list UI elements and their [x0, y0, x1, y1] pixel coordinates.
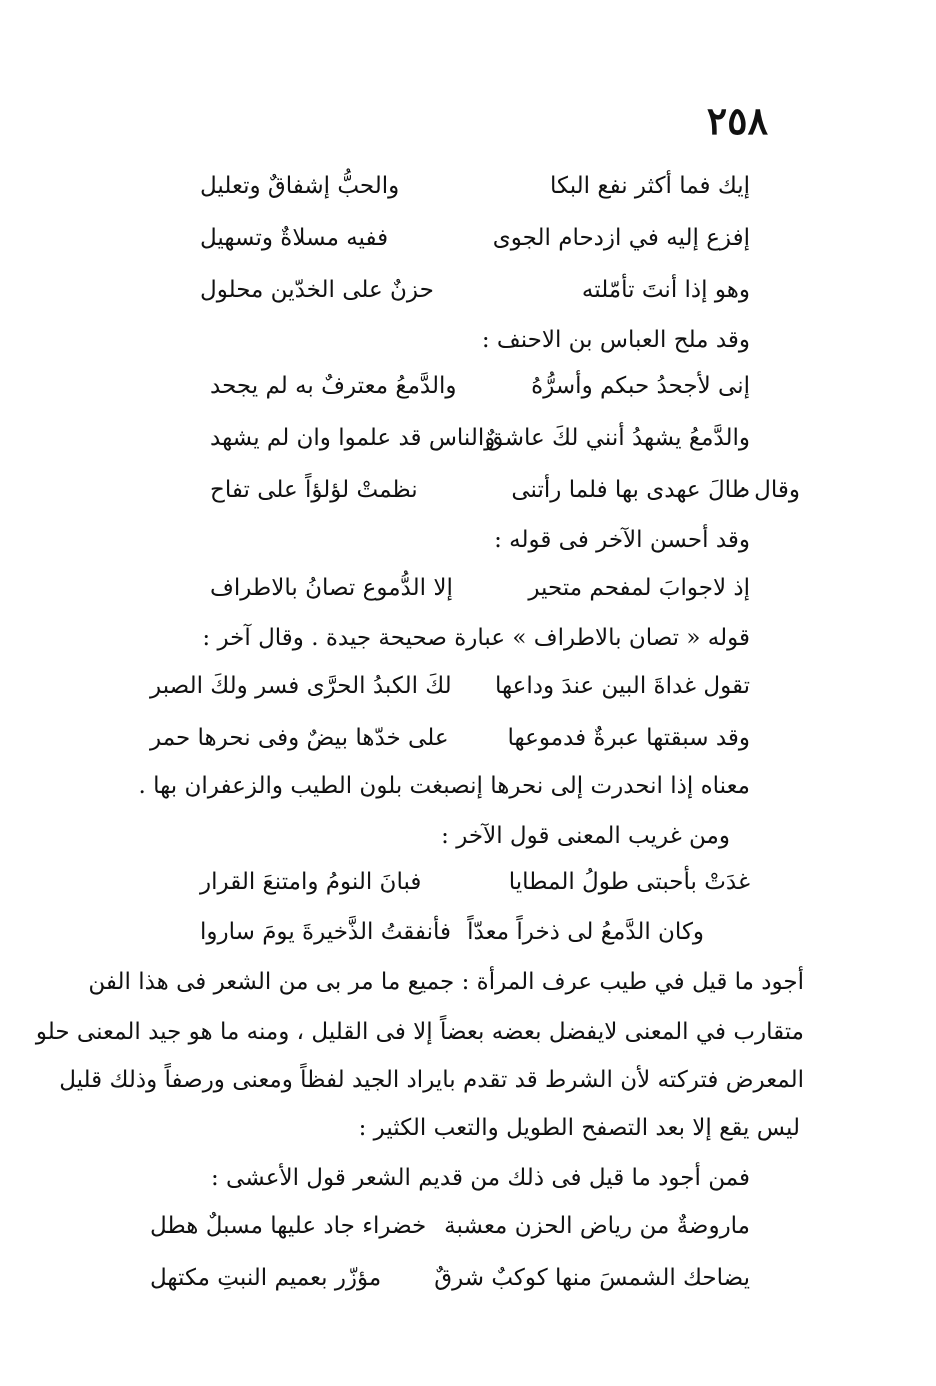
verse-first-hemistich: يضاحك الشمسَ منها كوكبٌ شرقٌ — [434, 1265, 750, 1291]
verse-second-hemistich: والحبُّ إشفاقٌ وتعليل — [200, 173, 400, 199]
verse-first-hemistich: ماروضةٌ من رياض الحزن معشبة — [444, 1213, 750, 1239]
verse-second-hemistich: خضراء جاد عليها مسبلٌ هطل — [150, 1213, 427, 1239]
verse-first-hemistich: طالَ عهدى بها فلما رأتنى — [511, 477, 750, 503]
verse-line — [200, 862, 750, 902]
verse-first-hemistich: والدَّمعُ يشهدُ أنني لكَ عاشقٌ — [485, 425, 750, 451]
prose-line: المعرض فتركته لأن الشرط قد تقدم بايراد الجيد لفظاً ومعنى ورصفاً وذلك قليل — [59, 1067, 804, 1093]
prose-line: وقد ملح العباس بن الاحنف : — [481, 327, 750, 353]
verse-second-hemistich: والناس قد علموا وان لم يشهد — [210, 425, 496, 451]
verse-second-hemistich: نظمتْ لؤلؤاً على تفاح — [210, 477, 418, 503]
verse-first-hemistich: وهو إذا أنتَ تأمّلته — [581, 277, 750, 303]
verse-line — [150, 718, 750, 758]
verse-intro-label: وقال : — [739, 477, 800, 503]
prose-line: ليس يقع إلا بعد التصفح الطويل والتعب الكثير : — [358, 1115, 800, 1141]
prose-line: ومن غريب المعنى قول الآخر : — [441, 823, 730, 849]
verse-second-hemistich: فأنفقتُ الذَّخيرةَ يومَ ساروا — [200, 919, 451, 945]
prose-line: قوله « تصان بالاطراف » عبارة صحيحة جيدة . وقال آخر : — [202, 625, 750, 651]
verse-line — [210, 568, 750, 608]
verse-line — [150, 1206, 750, 1246]
verse-second-hemistich: ففيه مسلاةٌ وتسهيل — [200, 225, 389, 251]
verse-second-hemistich: لكَ الكبدُ الحرَّى فسر ولكَ الصبر — [150, 673, 452, 699]
prose-line: معناه إذا انحدرت إلى نحرها إنصبغت بلون الطيب والزعفران بها . — [138, 773, 750, 799]
verse-line — [200, 270, 750, 310]
verse-line — [200, 218, 750, 258]
prose-line: فمن أجود ما قيل فى ذلك من قديم الشعر قول الأعشى : — [211, 1165, 750, 1191]
verse-line — [210, 366, 750, 406]
verse-line — [200, 166, 750, 206]
verse-line — [210, 418, 750, 458]
verse-line — [210, 470, 800, 510]
prose-line: متقارب في المعنى لايفضل بعضه بعضاً إلا فى القليل ، ومنه ما هو جيد المعنى حلو — [35, 1019, 804, 1045]
verse-first-hemistich: إذ لاجوابَ لمفحم متحير — [528, 575, 750, 601]
verse-line — [200, 912, 704, 952]
prose-line: وقد أحسن الآخر فى قوله : — [494, 527, 750, 553]
verse-second-hemistich: إلا الدُّموع تصانُ بالاطراف — [210, 575, 453, 601]
verse-line — [150, 666, 750, 706]
verse-first-hemistich: إفزع إليه في ازدحام الجوى — [492, 225, 750, 251]
verse-first-hemistich: وقد سبقتها عبرةٌ فدموعها — [507, 725, 750, 751]
verse-first-hemistich: وكان الدَّمعُ لى ذخراً معدّاً — [467, 919, 704, 945]
verse-line — [150, 1258, 750, 1298]
verse-first-hemistich: تقول غداةَ البين عندَ وداعها — [494, 673, 750, 699]
verse-second-hemistich: فبانَ النومُ وامتنعَ القرار — [200, 869, 422, 895]
page-number: ٢٥٨ — [706, 98, 768, 143]
verse-first-hemistich: إيك فما أكثر نفع البكا — [549, 173, 750, 199]
verse-first-hemistich: إنى لأجحدُ حبكم وأسرُّهُ — [531, 373, 750, 399]
verse-second-hemistich: على خدّها بيضٌ وفى نحرها حمر — [150, 725, 449, 751]
verse-second-hemistich: حزنٌ على الخدّين محلول — [200, 277, 434, 303]
prose-line: أجود ما قيل في طيب عرف المرأة : جميع ما مر بى من الشعر فى هذا الفن — [88, 969, 804, 995]
verse-second-hemistich: والدَّمعُ معترفٌ به لم يجحد — [210, 373, 457, 399]
verse-second-hemistich: مؤزّر بعميم النبتِ مكتهل — [150, 1265, 382, 1291]
verse-first-hemistich: غدَتْ بأحبتى طولُ المطايا — [508, 869, 750, 895]
